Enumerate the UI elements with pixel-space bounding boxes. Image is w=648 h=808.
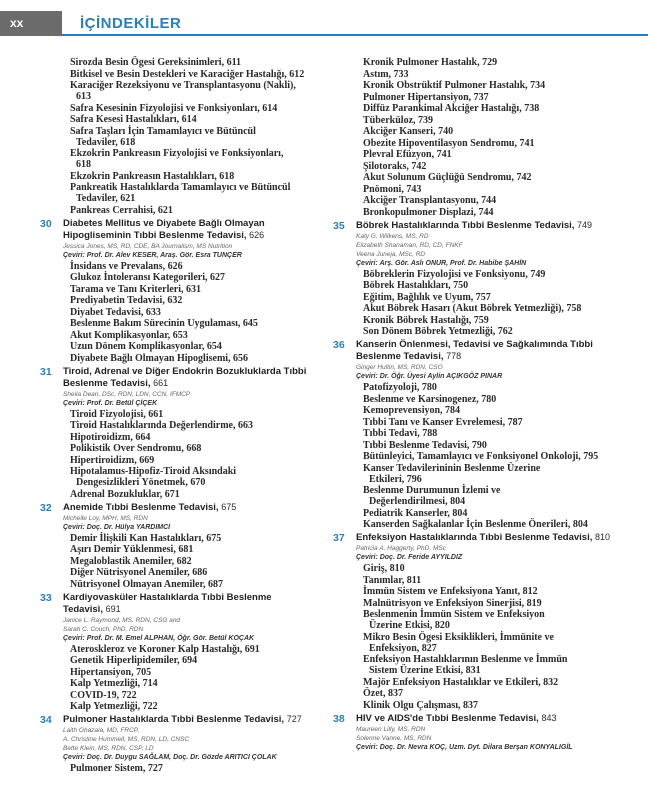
toc-entry (333, 598, 623, 609)
toc-entry-text: Enfeksiyon Hastalıklarının Beslenme ve İmmün (363, 654, 568, 665)
toc-entry-text: Böbrek Hastalıkları, 750 (363, 280, 469, 291)
toc-entry-text: Son Dönem Böbrek Yetmezliği, 762 (363, 326, 513, 337)
toc-entry-continuation: Tedaviler, 621 (76, 193, 136, 204)
chapter-heading (333, 339, 623, 363)
toc-entry-text: Adrenal Bozukluklar, 671 (70, 488, 180, 500)
toc-entry-text: Akut Komplikasyonlar, 653 (70, 329, 188, 341)
toc-entry-text: Tiroid Hastalıklarında Değerlendirme, 663 (70, 420, 253, 431)
toc-entry-text: Sirozda Besin Ögesi Gereksinimleri, 611 (70, 57, 242, 68)
toc-entry-text: Tarama ve Tanı Kriterleri, 631 (70, 283, 202, 295)
chapter-heading (333, 220, 623, 232)
toc-entry (333, 172, 623, 183)
toc-entry-text: Özet, 837 (363, 688, 403, 699)
toc-entry (333, 508, 623, 519)
toc-entry (333, 451, 623, 462)
toc-entry-text: Bitkisel ve Besin Destekleri ve Karaciğer Hastalığı, 612 (70, 68, 305, 80)
chapter-title: Diabetes Mellitus ve Diyabete Bağlı Olmayan Hipogliseminin Tıbbi Beslenme Tedavisi, (63, 217, 265, 241)
toc-entry-text: Kanserden Sağkalanlar İçin Beslenme Önerileri, 804 (363, 519, 588, 530)
toc-entry (333, 57, 623, 68)
toc-entry-text: Akciğer Kanseri, 740 (363, 126, 454, 137)
toc-entry-text: Beslenmenin İmmün Sistem ve Enfeksiyon (363, 609, 545, 620)
toc-entry (40, 69, 310, 80)
toc-entry-text: İmmün Sistem ve Enfeksiyona Yanıt, 812 (363, 586, 538, 597)
toc-entry-text: Diyabet Tedavisi, 633 (70, 306, 161, 318)
toc-entry (40, 80, 310, 102)
toc-entry (40, 489, 310, 500)
toc-entry-continuation: Sistem Üzerine Etkisi, 831 (369, 665, 481, 676)
chapter-translator: Çeviri: Doç. Dr. Feride AYYILDIZ (356, 554, 463, 561)
toc-entry-text: Beslenme ve Karsinogenez, 780 (363, 393, 497, 405)
toc-entry-text: Diyabete Bağlı Olmayan Hipoglisemi, 656 (70, 352, 249, 364)
chapter-heading (40, 218, 310, 242)
toc-entry (333, 326, 623, 337)
chapter-author: Jessica Jones, MS, RD, CDE, BA Journalism, MS Nutrition (63, 242, 233, 250)
chapter-title: Kanserin Önlenmesi, Tedavisi ve Sağkalımında Tıbbi Beslenme Tedavisi, (356, 339, 593, 362)
toc-entry-text: Tanımlar, 811 (363, 574, 422, 586)
toc-entry (40, 205, 310, 216)
toc-entry (333, 463, 623, 485)
toc-entry-text: COVID-19, 722 (70, 689, 137, 701)
toc-entry (333, 394, 623, 405)
chapter-page: 661 (153, 377, 169, 388)
chapter-heading (40, 366, 310, 390)
toc-entry-text: Kemoprevensiyon, 784 (363, 405, 461, 416)
toc-entry (40, 533, 310, 544)
toc-entry-text: Bronkopulmoner Displazi, 744 (363, 206, 494, 218)
chapter-author: A. Christine Hummell, MS, RDN, LD, CNSC (63, 736, 190, 743)
toc-entry (333, 280, 623, 291)
toc-entry-text: Kronik Obstrüktif Pulmoner Hastalık, 734 (363, 80, 546, 91)
chapter-translator: Çeviri: Prof. Dr. Alev KESER, Araş. Gör. Esra TUNÇER (63, 251, 242, 259)
toc-entry-text: Pulmoner Hipertansiyon, 737 (363, 91, 489, 103)
toc-entry (333, 149, 623, 160)
toc-entry-text: Akut Böbrek Hasarı (Akut Böbrek Yetmezliği), 758 (363, 303, 582, 314)
toc-entry-text: Hipotalamus-Hipofiz-Tiroid Aksındaki (70, 466, 237, 477)
chapter-translator: Çeviri: Prof. Dr. Betül ÇİÇEK (63, 399, 158, 407)
toc-entry-text: Şilotoraks, 742 (363, 160, 427, 172)
toc-entry (333, 485, 623, 507)
toc-entry (40, 443, 310, 454)
chapter-author: Michelle Loy, MPH, MS, RDN (63, 514, 148, 522)
toc-entry (40, 353, 310, 364)
chapter-author: Sheila Dean, DSc, RDN, LDN, CCN, IFMCP (63, 390, 191, 398)
toc-entry-text: Kronik Böbrek Hastalığı, 759 (363, 314, 489, 326)
toc-entry-text: Safra Kesesinin Fizyolojisi ve Fonksiyonları, 614 (70, 102, 278, 114)
chapter-number: 34 (40, 714, 52, 726)
toc-entry (40, 114, 310, 125)
chapter-heading (333, 713, 623, 725)
toc-entry-text: Pankreas Cerrahisi, 621 (70, 204, 173, 216)
toc-entry (40, 544, 310, 555)
toc-entry-text: Genetik Hiperlipidemiler, 694 (70, 655, 198, 666)
toc-entry (333, 303, 623, 314)
toc-entry (333, 161, 623, 172)
toc-entry (333, 586, 623, 597)
toc-entry (333, 688, 623, 699)
toc-entry-text: Nütrisyonel Olmayan Anemiler, 687 (70, 578, 223, 590)
chapter-author: Patricia A. Haggerty, PhD, MSc (356, 545, 446, 552)
toc-entry (40, 272, 310, 283)
chapter-page: 749 (577, 219, 593, 230)
toc-entry (333, 115, 623, 126)
toc-entry (333, 184, 623, 195)
header-rule (62, 34, 648, 36)
toc-entry-text: Hipertiroidizm, 669 (70, 454, 155, 466)
toc-entry-continuation: Tedaviler, 618 (76, 136, 136, 148)
toc-entry-text: Tıbbi Tanı ve Kanser Evrelemesi, 787 (363, 416, 523, 428)
toc-entry-text: Kalp Yetmezliği, 722 (70, 701, 158, 712)
toc-entry-text: Uzun Dönem Komplikasyonlar, 654 (70, 341, 222, 352)
toc-entry (333, 609, 623, 631)
toc-entry (333, 428, 623, 439)
chapter-author: Maureen Lilly, MS, RDN (356, 725, 426, 733)
toc-entry (333, 417, 623, 428)
toc-entry-text: Diğer Nütrisyonel Anemiler, 686 (70, 567, 208, 578)
toc-entry-continuation: Etkileri, 796 (369, 473, 422, 485)
toc-entry (40, 409, 310, 420)
toc-entry-text: Demir İlişkili Kan Hastalıkları, 675 (70, 532, 222, 544)
chapter-title: Pulmoner Hastalıklarda Tıbbi Beslenme Tedavisi, (63, 714, 287, 725)
toc-entry-text: Giriş, 810 (363, 563, 405, 574)
chapter-number: 31 (40, 365, 52, 378)
toc-entry-text: Pulmoner Sistem, 727 (70, 763, 163, 774)
toc-entry (333, 126, 623, 137)
chapter-number: 30 (40, 217, 52, 230)
toc-entry (40, 579, 310, 590)
toc-entry (333, 563, 623, 574)
toc-entry-text: Plevral Efüzyon, 741 (363, 149, 452, 160)
toc-entry-text: Tiroid Fizyolojisi, 661 (70, 408, 164, 420)
toc-entry (333, 405, 623, 416)
toc-entry-text: Glukoz İntoleransı Kategorileri, 627 (70, 272, 225, 283)
toc-entry-text: Kalp Yetmezliği, 714 (70, 678, 158, 689)
toc-entry-text: Akut Solunum Güçlüğü Sendromu, 742 (363, 172, 532, 183)
toc-entry (333, 69, 623, 80)
toc-entry (40, 148, 310, 170)
toc-entry-text: Klinik Olgu Çalışması, 837 (363, 699, 479, 711)
chapter-author: Bette Klein, MS, RDN, CSP, LD (63, 745, 154, 752)
chapter-number: 37 (333, 532, 345, 544)
chapter-number: 32 (40, 501, 52, 514)
chapter-heading (40, 714, 310, 726)
chapter-title: HIV ve AIDS'de Tıbbi Beslenme Tedavisi, (356, 712, 542, 724)
toc-entry (40, 701, 310, 712)
chapter-number: 36 (333, 339, 345, 351)
toc-entry-text: Pediatrik Kanserler, 804 (363, 507, 468, 519)
page-number: xx (0, 11, 62, 36)
toc-entry (333, 207, 623, 218)
chapter-title: Kardiyovasküler Hastalıklarda Tıbbi Beslenme Tedavisi, (63, 591, 272, 615)
chapter-author: Sarah C. Couch, PhD, RDN (63, 625, 144, 633)
chapter-translator: Çeviri: Arş. Gör. Aslı ONUR, Prof. Dr. Habibe ŞAHİN (356, 259, 527, 267)
chapter-page: 675 (221, 501, 237, 512)
toc-entry-text: Majör Enfeksiyon Hastalıklar ve Etkileri, 832 (363, 676, 559, 688)
chapter-author: Ginger Hultin, MS, RDN, CSO (356, 364, 443, 371)
toc-entry-text: Mikro Besin Ögesi Eksiklikleri, İmmünite ve (363, 631, 554, 643)
toc-entry-continuation: 618 (76, 159, 91, 170)
toc-entry-text: Obezite Hipoventilasyon Sendromu, 741 (363, 137, 535, 149)
toc-entry-text: Polikistik Over Sendromu, 668 (70, 443, 202, 454)
toc-entry-text: Hipertansiyon, 705 (70, 666, 152, 678)
toc-entry (40, 103, 310, 114)
toc-entry (40, 295, 310, 306)
toc-entry-text: Prediyabetin Tedavisi, 632 (70, 295, 183, 306)
toc-entry-text: Safra Kesesi Hastalıkları, 614 (70, 114, 197, 125)
toc-entry-text: Diffüz Parankimal Akciğer Hastalığı, 738 (363, 103, 540, 114)
toc-entry (40, 678, 310, 689)
chapter-author: Katy G. Wilkens, MS, RD (356, 232, 429, 240)
toc-entry (333, 440, 623, 451)
toc-entry-continuation: Enfeksiyon, 827 (369, 642, 437, 654)
toc-entry-text: Akciğer Transplantasyonu, 744 (363, 195, 497, 206)
toc-entry-text: Safra Taşları İçin Tamamlayıcı ve Bütüncül (70, 125, 256, 137)
toc-entry-text: Hipotiroidizm, 664 (70, 431, 151, 443)
toc-entry (40, 57, 310, 68)
toc-entry-text: Bütünleyici, Tamamlayıcı ve Fonksiyonel Onkoloji, 795 (363, 451, 599, 462)
page-header (0, 0, 648, 36)
toc-entry (40, 556, 310, 567)
toc-entry-text: Kronik Pulmoner Hastalık, 729 (363, 57, 498, 68)
toc-entry-continuation: Üzerine Etkisi, 820 (369, 620, 450, 631)
toc-entry (40, 307, 310, 318)
toc-entry-continuation: Değerlendirilmesi, 804 (369, 496, 466, 507)
chapter-title: Tiroid, Adrenal ve Diğer Endokrin Bozukluklarda Tıbbi Beslenme Tedavisi, (63, 365, 307, 389)
chapter-translator: Çeviri: Doç. Dr. Nevra KOÇ, Uzm. Dyt. Dilara Berşan KONYALIGİL (356, 743, 573, 751)
toc-entry (333, 195, 623, 206)
toc-entry (40, 261, 310, 272)
toc-entry-text: Malnütrisyon ve Enfeksiyon Sinerjisi, 819 (363, 597, 542, 609)
toc-entry (333, 292, 623, 303)
toc-entry-text: Tıbbi Beslenme Tedavisi, 790 (363, 439, 487, 451)
toc-entry-text: Böbreklerin Fizyolojisi ve Fonksiyonu, 749 (363, 268, 546, 280)
toc-entry-text: Kanser Tedavilerininin Beslenme Üzerine (363, 462, 541, 474)
chapter-number: 33 (40, 591, 52, 604)
chapter-translator: Çeviri: Doç. Dr. Hülya YARDIMCI (63, 523, 171, 531)
toc-entry (333, 700, 623, 711)
toc-entry (333, 632, 623, 654)
toc-right-column (333, 57, 623, 753)
toc-entry (333, 575, 623, 586)
toc-entry-text: Tüberküloz, 739 (363, 114, 434, 126)
toc-entry (40, 284, 310, 295)
toc-entry (40, 341, 310, 352)
toc-entry (40, 126, 310, 148)
toc-entry-text: Pnömoni, 743 (363, 183, 422, 195)
toc-entry-text: Ekzokrin Pankreasın Fizyolojisi ve Fonksiyonları, (70, 148, 284, 159)
toc-entry (40, 455, 310, 466)
toc-entry (333, 677, 623, 688)
toc-entry (40, 420, 310, 431)
toc-entry-text: Ekzokrin Pankreasın Hastalıkları, 618 (70, 170, 235, 182)
toc-entry-text: Tıbbi Tedavi, 788 (363, 428, 438, 439)
toc-entry (333, 138, 623, 149)
toc-entry-text: Karaciğer Rezeksiyonu ve Transplantasyonu (Nakli), (70, 80, 296, 91)
chapter-heading (333, 532, 623, 544)
toc-left-column (40, 57, 310, 775)
toc-entry (40, 432, 310, 443)
toc-entry (40, 171, 310, 182)
toc-entry (40, 182, 310, 204)
toc-entry-text: Beslenme Bakım Sürecinin Uygulaması, 645 (70, 318, 258, 329)
toc-entry (333, 92, 623, 103)
toc-entry (40, 567, 310, 578)
chapter-page: 727 (286, 714, 302, 724)
toc-entry-continuation: Dengesizlikleri Yönetmek, 670 (76, 477, 206, 488)
page-title: İÇİNDEKİLER (80, 15, 182, 32)
chapter-page: 810 (595, 532, 611, 542)
chapter-translator: Çeviri: Doç. Dr. Duygu SAĞLAM, Doç. Dr. Gözde ARITICI ÇOLAK (63, 754, 277, 761)
chapter-author: Laith Ghazala, MD, FRCP, (63, 727, 140, 734)
chapter-author: Veena Juneja, MSc, RD (356, 250, 426, 258)
toc-entry (40, 644, 310, 655)
toc-entry-text: İnsidans ve Prevalans, 626 (70, 260, 183, 272)
toc-entry-text: Patofizyoloji, 780 (363, 382, 437, 393)
toc-entry (40, 690, 310, 701)
chapter-translator: Çeviri: Prof. Dr. M. Emel ALPHAN, Öğr. Gör. Betül KOÇAK (63, 634, 255, 642)
chapter-page: 778 (446, 351, 462, 361)
chapter-title: Böbrek Hastalıklarında Tıbbi Beslenme Tedavisi, (356, 219, 578, 231)
toc-entry-text: Beslenme Durumunun İzlemi ve (363, 485, 501, 496)
toc-entry (333, 103, 623, 114)
toc-entry (333, 382, 623, 393)
toc-entry (333, 80, 623, 91)
chapter-heading (40, 502, 310, 514)
chapter-author: Solenne Vanne, MS, RDN (356, 734, 432, 742)
chapter-author: Janice L. Raymond, MS, RDN, CSG and (63, 616, 181, 624)
toc-entry-text: Pankreatik Hastalıklarda Tamamlayıcı ve Bütüncül (70, 182, 291, 193)
toc-entry (40, 763, 310, 774)
toc-entry (40, 318, 310, 329)
chapter-number: 35 (333, 219, 345, 232)
toc-entry (40, 330, 310, 341)
toc-entry-text: Megaloblastik Anemiler, 682 (70, 555, 192, 567)
toc-entry (40, 655, 310, 666)
chapter-page: 691 (105, 603, 121, 614)
chapter-page: 843 (541, 712, 557, 723)
toc-entry (333, 269, 623, 280)
chapter-title: Enfeksiyon Hastalıklarında Tıbbi Beslenme Tedavisi, (356, 532, 595, 543)
toc-entry (40, 466, 310, 488)
toc-entry-text: Aşırı Demir Yüklenmesi, 681 (70, 544, 194, 555)
toc-entry (333, 315, 623, 326)
chapter-page: 626 (249, 229, 265, 240)
toc-entry (333, 654, 623, 676)
toc-entry-continuation: 613 (76, 91, 91, 102)
toc-entry-text: Eğitim, Bağlılık ve Uyum, 757 (363, 291, 491, 303)
chapter-author: Elizabeth Shanaman, RD, CD, FNKF (356, 241, 463, 249)
chapter-title: Anemide Tıbbi Beslenme Tedavisi, (63, 501, 222, 513)
toc-entry (40, 667, 310, 678)
chapter-number: 38 (333, 712, 345, 725)
toc-entry-text: Astım, 733 (363, 68, 409, 80)
toc-entry-text: Ateroskleroz ve Koroner Kalp Hastalığı, 691 (70, 643, 260, 655)
chapter-heading (40, 592, 310, 616)
chapter-translator: Çeviri: Dr. Öğr. Üyesi Aylin AÇIKGÖZ PINAR (356, 373, 503, 380)
toc-entry (333, 519, 623, 530)
